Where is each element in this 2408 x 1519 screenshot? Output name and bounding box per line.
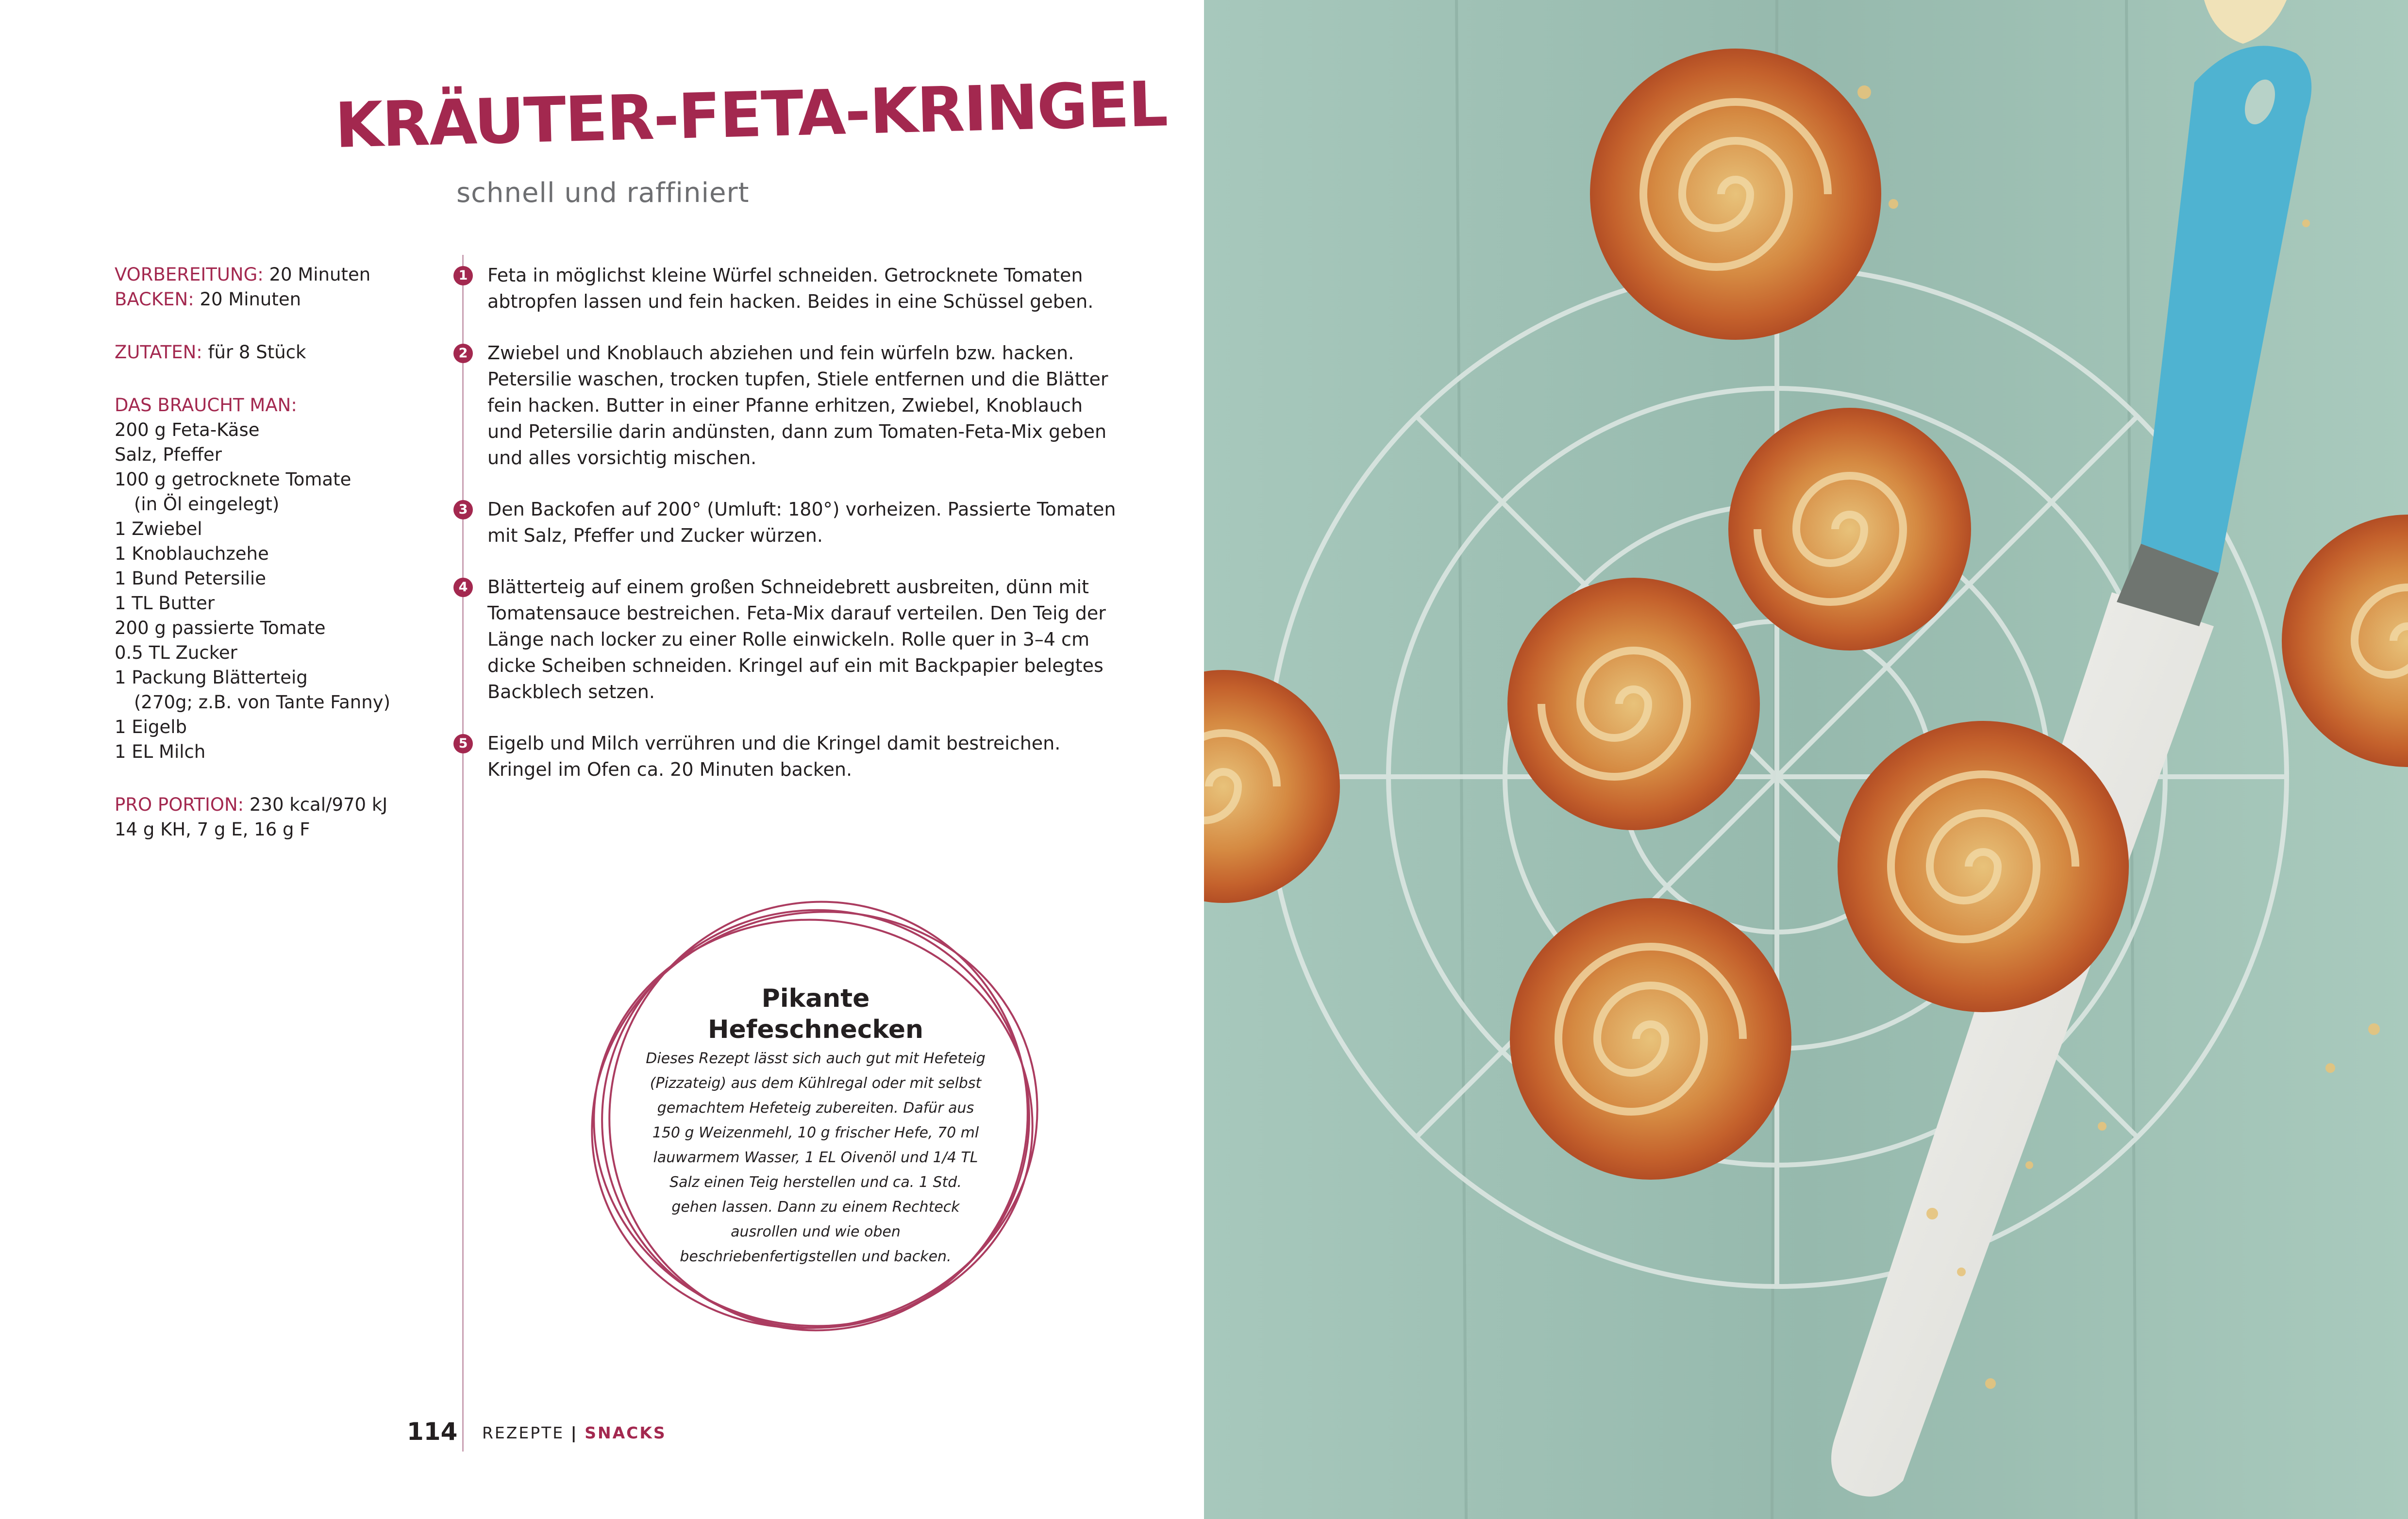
ingredient-item: 1 Bund Petersilie — [115, 568, 266, 589]
ingredient-item-note: (270g; z.B. von Tante Fanny) — [134, 692, 391, 713]
step-number-badge: 4 — [453, 578, 473, 597]
ingredients-value: für 8 Stück — [208, 342, 306, 363]
yield — [115, 340, 425, 365]
step-text: Eigelb und Milch verrühren und die Kringel damit bestreichen. Kringel im Ofen ca. 20 Minuten backen. — [487, 733, 1061, 780]
ingredient-item: 200 g passierte Tomate — [115, 618, 326, 638]
ingredient-item-note: (in Öl eingelegt) — [134, 494, 280, 515]
prep-label: VORBEREITUNG: — [115, 264, 264, 285]
pinwheel-photo-illustration — [1204, 0, 2408, 1519]
step-4 — [453, 574, 1123, 705]
step-number-badge: 5 — [453, 734, 473, 753]
ingredient-item: 1 TL Butter — [115, 593, 215, 614]
step-text: Feta in möglichst kleine Würfel schneiden. Getrocknete Tomaten abtropfen lassen und fein hacken. Beides in eine Schüssel geben. — [487, 265, 1094, 312]
tip-title — [670, 983, 961, 1045]
recipe-info — [115, 262, 425, 842]
step-2 — [453, 340, 1123, 471]
portion-label: PRO PORTION: — [115, 794, 244, 815]
ingredient-item: 1 Zwiebel — [115, 518, 202, 539]
ingredients-label: ZUTATEN: — [115, 342, 202, 363]
step-5 — [453, 730, 1123, 783]
instruction-steps — [453, 262, 1123, 808]
ingredient-item: 1 Packung Blätterteig — [115, 667, 308, 688]
tip-body: Dieses Rezept lässt sich auch gut mit Hefeteig (Pizzateig) aus dem Kühlregal oder mit selbst gemachtem Hefeteig zubereiten. Dafür aus 150 g Weizenmehl, 10 g frischer Hefe, 70 ml lauwarmem Wasser, 1 EL Oivenöl und 1/4 TL Salz einen Teig herstellen und ca. 1 Std. gehen lassen. Dann zu einem Rechteck ausrollen und wie oben beschriebenfertigstellen und backen. — [646, 1050, 986, 1265]
step-text: Den Backofen auf 200° (Umluft: 180°) vorheizen. Passierte Tomaten mit Salz, Pfeffer und Zucker würzen. — [487, 499, 1116, 546]
portion-value: 230 kcal/970 kJ — [249, 794, 388, 815]
category-name: SNACKS — [585, 1423, 667, 1442]
page-number: 114 — [407, 1418, 458, 1446]
ingredient-item: 0.5 TL Zucker — [115, 642, 237, 663]
recipe-title: KRÄUTER-FETA-KRINGEL — [334, 68, 1168, 162]
ingredient-item: 1 Eigelb — [115, 717, 187, 737]
page-footer — [0, 1418, 1204, 1447]
step-1 — [453, 262, 1123, 315]
ingredient-item: 1 Knoblauchzehe — [115, 543, 269, 564]
tip-title-line: Pikante — [761, 984, 870, 1013]
step-number-badge: 3 — [453, 500, 473, 519]
nutrition — [115, 792, 425, 817]
step-number-badge: 2 — [453, 344, 473, 363]
step-text: Blätterteig auf einem großen Schneidebrett ausbreiten, dünn mit Tomatensauce bestreichen. Feta-Mix darauf verteilen. Den Teig der Länge nach locker zu einer Rolle einwickeln. Rolle quer in 3–4 cm dicke Scheiben schneiden. Kringel auf ein mit Backpapier belegtes Backblech setzen. — [487, 576, 1106, 702]
nutrition-macros: 14 g KH, 7 g E, 16 g F — [115, 819, 310, 840]
bake-label: BACKEN: — [115, 289, 194, 310]
bake-value: 20 Minuten — [200, 289, 301, 310]
step-text: Zwiebel und Knoblauch abziehen und fein würfeln bzw. hacken. Petersilie waschen, trocken tupfen, Stiele entfernen und die Blätter fein hacken. Butter in einer Pfanne erhitzen, Zwiebel, Knoblauch und Petersilie darin andünsten, dann zum Tomaten-Feta-Mix geben und alles vorsichtig mischen. — [487, 342, 1108, 468]
step-number-badge: 1 — [453, 266, 473, 285]
section-label — [482, 1423, 667, 1442]
section-name: REZEPTE — [482, 1423, 565, 1442]
needs-label: DAS BRAUCHT MAN: — [115, 395, 297, 416]
prep-value: 20 Minuten — [269, 264, 371, 285]
bake-time — [115, 287, 425, 312]
recipe-subtitle: schnell und raffiniert — [456, 177, 750, 209]
ingredient-item: 100 g getrocknete Tomate — [115, 469, 351, 490]
prep-time — [115, 262, 425, 287]
tip-title-line: Hefeschnecken — [707, 1015, 924, 1044]
ingredient-item: Salz, Pfeffer — [115, 444, 222, 465]
ingredient-item: 200 g Feta-Käse — [115, 419, 260, 440]
food-photo — [1204, 0, 2408, 1519]
tip-box — [578, 886, 1054, 1352]
ingredient-item: 1 EL Milch — [115, 741, 206, 762]
section-separator: | — [570, 1423, 578, 1442]
step-3 — [453, 496, 1123, 549]
